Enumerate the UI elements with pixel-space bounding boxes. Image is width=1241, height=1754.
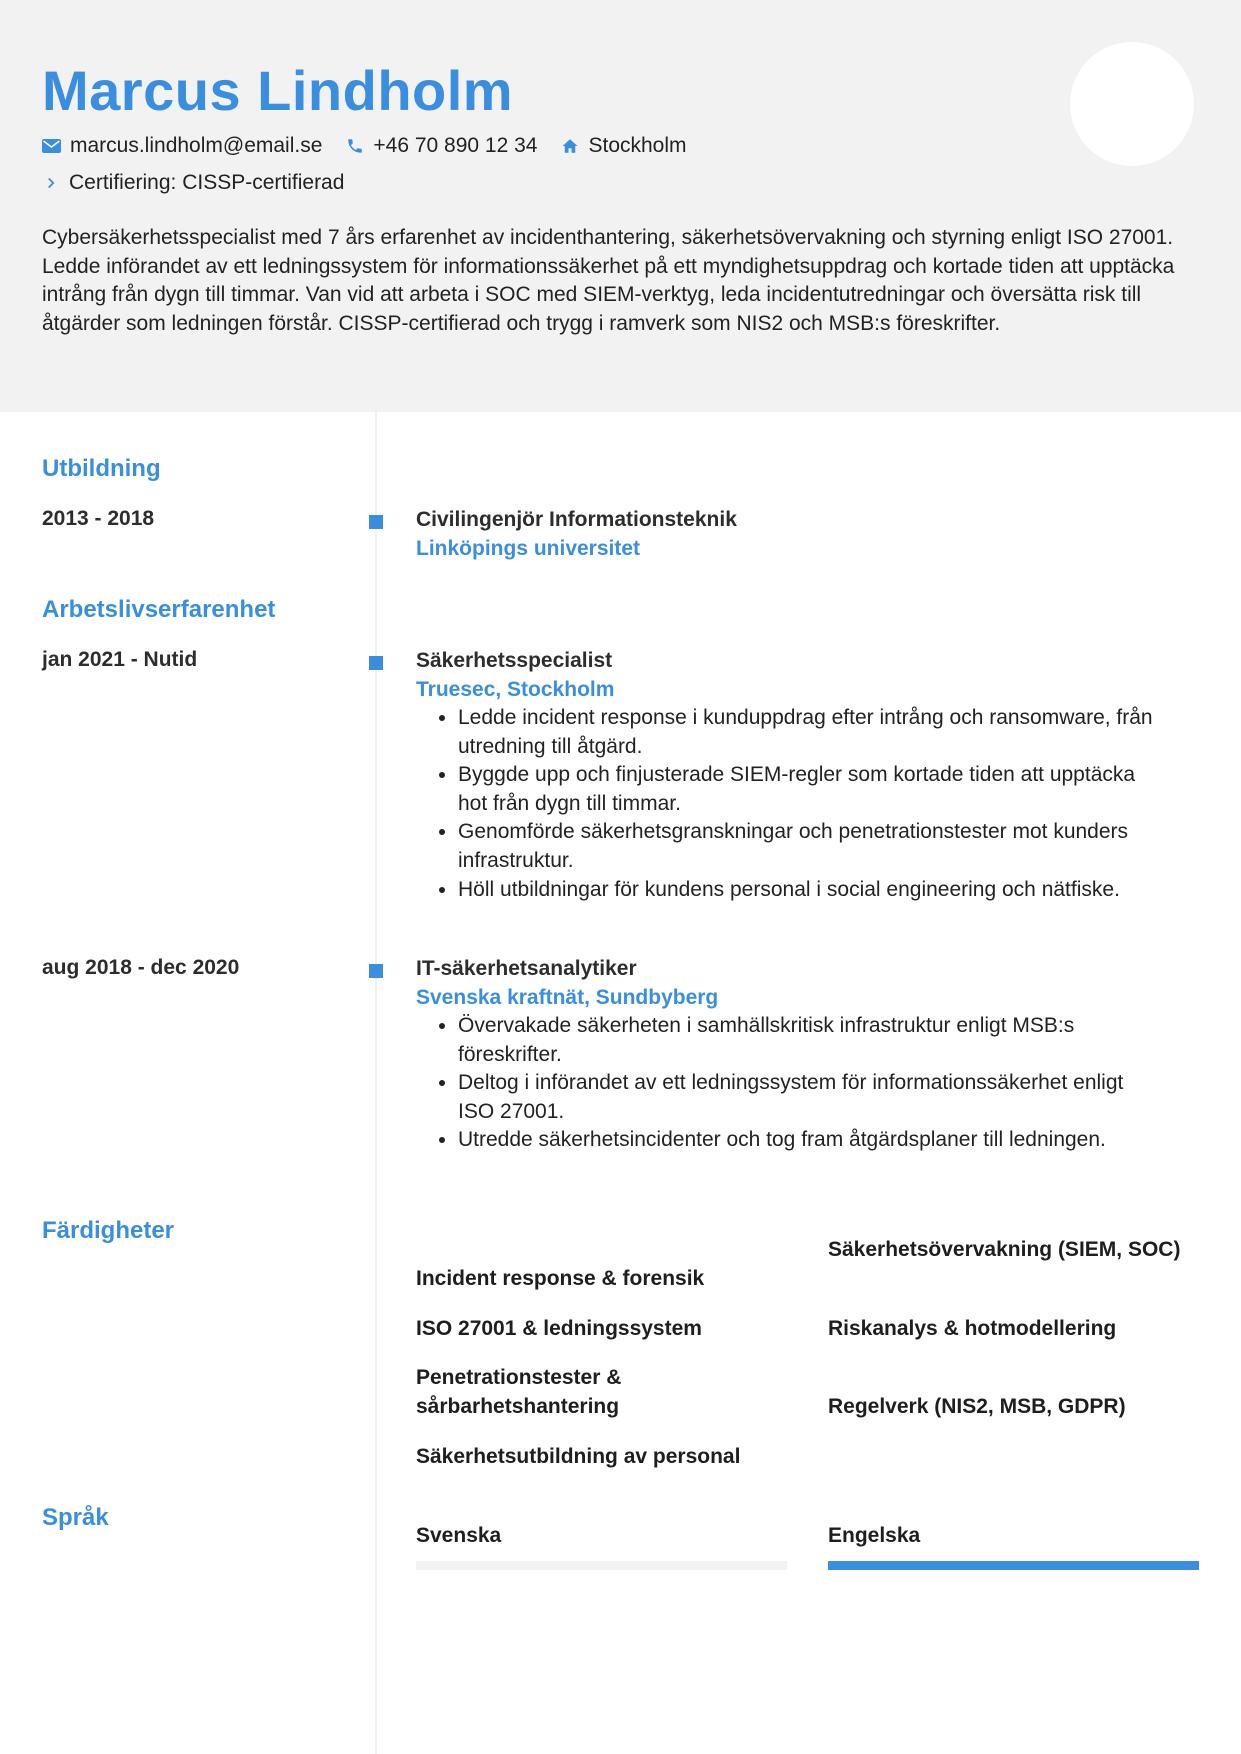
skill-item: Incident response & forensik	[416, 1267, 705, 1290]
skill-item: Riskanalys & hotmodellering	[828, 1317, 1117, 1340]
language-level-bar	[828, 1561, 1199, 1570]
timeline-marker	[369, 964, 383, 978]
job-bullets	[416, 1012, 1156, 1155]
list-item: • Ledde incident response i kunduppdrag efter intrång och ransomware, från utredning till åtgärd.	[458, 704, 1156, 761]
candidate-name: Marcus Lindholm	[42, 59, 514, 122]
timeline-marker	[369, 515, 383, 529]
list-item: • Utredde säkerhetsincidenter och tog fram åtgärdsplaner till ledningen.	[458, 1126, 1156, 1155]
phone-icon	[346, 137, 364, 155]
contact-row	[42, 134, 711, 158]
list-item: • Genomförde säkerhetsgranskningar och penetrationstester mot kunders infrastruktur.	[458, 818, 1156, 875]
degree-title: Civilingenjör Informationsteknik	[416, 508, 737, 531]
skill-item: Penetrationstester & sårbarhetshantering	[416, 1366, 622, 1418]
list-item: • Övervakade säkerheten i samhällskritisk infrastruktur enligt MSB:s föreskrifter.	[458, 1012, 1156, 1069]
experience-date: aug 2018 - dec 2020	[42, 956, 240, 979]
list-item: • Höll utbildningar för kundens personal i social engineering och nätfiske.	[458, 876, 1156, 905]
experience-date: jan 2021 - Nutid	[42, 648, 198, 671]
skill-item: ISO 27001 & ledningssystem	[416, 1317, 702, 1340]
certification-text: Certifiering: CISSP-certifierad	[69, 171, 345, 194]
list-item: • Deltog i införandet av ett ledningssystem för informationssäkerhet enligt ISO 27001.	[458, 1069, 1156, 1126]
email-icon	[42, 139, 61, 153]
list-item: • Byggde upp och finjusterade SIEM-regler som kortade tiden att upptäcka hot från dygn till timmar.	[458, 761, 1156, 818]
language-level-bar	[416, 1561, 787, 1570]
section-title-languages: Språk	[42, 1504, 109, 1531]
skill-item: Regelverk (NIS2, MSB, GDPR)	[828, 1395, 1126, 1418]
profile-summary: Cybersäkerhetsspecialist med 7 års erfarenhet av incidenthantering, säkerhetsövervakning och styrning enligt ISO 27001. Ledde införandet av ett ledningssystem för informationssäkerhet på ett myndighetsuppdrag och kortade tiden att upptäcka intrång från dygn till timmar. Van vid att arbeta i SOC med SIEM-verktyg, leda incidentutredningar och översätta risk till åtgärder som ledningen förstår. CISSP-certifierad och trygg i ramverk som NIS2 och MSB:s föreskrifter.	[42, 226, 1175, 335]
job-role: IT-säkerhetsanalytiker	[416, 957, 637, 980]
job-bullets	[416, 704, 1156, 904]
certification-item	[42, 171, 344, 195]
job-company: Truesec, Stockholm	[416, 678, 615, 701]
timeline-marker	[369, 656, 383, 670]
job-company: Svenska kraftnät, Sundbyberg	[416, 986, 719, 1009]
language-name: Engelska	[828, 1524, 921, 1547]
location-text: Stockholm	[588, 134, 687, 157]
profile-photo	[1070, 42, 1194, 166]
chevron-right-icon	[42, 174, 60, 192]
skill-item: Säkerhetsövervakning (SIEM, SOC)	[828, 1238, 1181, 1261]
language-name: Svenska	[416, 1524, 502, 1547]
certification-row	[42, 171, 368, 195]
section-title-education: Utbildning	[42, 455, 161, 482]
home-icon	[561, 137, 579, 155]
school-name: Linköpings universitet	[416, 537, 641, 560]
header-panel	[0, 0, 1241, 412]
education-date: 2013 - 2018	[42, 507, 155, 530]
section-title-experience: Arbetslivserfarenhet	[42, 596, 276, 623]
language-level-fill	[828, 1561, 1199, 1570]
experience-entry	[416, 646, 1156, 904]
experience-entry	[416, 954, 1156, 1155]
contact-location	[561, 134, 686, 158]
education-entry	[416, 505, 1156, 563]
skill-item: Säkerhetsutbildning av personal	[416, 1445, 741, 1468]
job-role: Säkerhetsspecialist	[416, 649, 613, 672]
timeline-line	[375, 412, 377, 1754]
contact-phone[interactable]	[346, 134, 537, 158]
phone-text: +46 70 890 12 34	[373, 134, 538, 157]
email-text: marcus.lindholm@email.se	[70, 134, 323, 157]
contact-email[interactable]	[42, 134, 322, 158]
section-title-skills: Färdigheter	[42, 1217, 175, 1244]
